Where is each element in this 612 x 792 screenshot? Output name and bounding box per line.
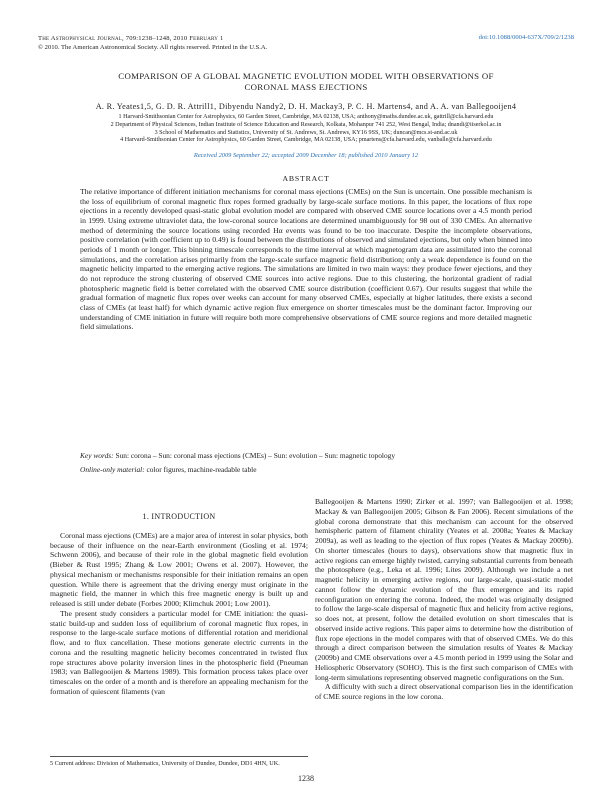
abstract-heading: ABSTRACT <box>282 174 330 183</box>
keywords-value: Sun: corona – Sun: coronal mass ejections (CMEs) – Sun: evolution – Sun: magnetic topology <box>115 451 396 460</box>
intro-paragraph-3: Ballegooijen & Martens 1990; Zirker et al. 1997; van Ballegooijen et al. 1998; Mackay & van Ballegooijen 2005; Gibson & Fan 2006). Recent simulations of the global corona demonstrate that this mechanism can account for the observed hemispheric pattern of filament chirality (Yeates et al. 2008a; Yeates & Mackay 2009a), as well as leading to the ejection of flux ropes (Yeates & Mackay 2009b). On shorter timescales (hours to days), observations show that magnetic flux in active regions can emerge highly twisted, carrying substantial currents from beneath the photosphere (e.g., Leka et al. 1996; Lites 2009). Although we include a net magnetic helicity in emerging active regions, our large-scale, quasi-static model cannot follow the dynamic evolution of the flux emergence and its rapid reconfiguration on entering the corona. Indeed, the model was originally designed to follow the large-scale dispersal of magnetic flux and helicity from active regions, so does not, at present, follow the detailed evolution on short timescales that is observed inside active regions. This paper aims to determine how the distribution of flux rope ejections in the model compares with that of observed CMEs. We do this through a direct comparison between the simulation results of Yeates & Mackay (2009b) and CME observations over a 4.5 month period in 1999 using the Solar and Heliospheric Observatory (SOHO). This is the first such comparison of CMEs with long-term simulations representing observed magnetic configurations on the Sun. <box>315 497 573 682</box>
intro-paragraph-4: A difficulty with such a direct observational comparison lies in the identification of CME source regions in the low corona. <box>315 682 573 701</box>
title-line-2: CORONAL MASS EJECTIONS <box>244 82 368 92</box>
keywords <box>80 451 532 460</box>
right-column <box>315 497 573 702</box>
affiliations <box>38 114 574 145</box>
affiliation-3: 3 School of Mathematics and Statistics, University of St. Andrews, St. Andrews, KY16 9SS, UK; duncan@mcs.st-and.ac.uk <box>154 129 458 136</box>
keywords-label: Key words: <box>80 451 114 460</box>
left-column <box>50 502 308 697</box>
section-heading-introduction: 1. INTRODUCTION <box>142 512 216 521</box>
online-material-label: Online-only material: <box>80 465 145 474</box>
affiliation-2: 2 Department of Physical Sciences, Indian Institute of Science Education and Research, Kolkata, Mohanpur 741 252, West Bengal, India; dnandi@iiserkol.ac.in <box>110 121 502 128</box>
received-dates: Received 2009 September 22; accepted 2009 December 18; published 2010 January 12 <box>193 152 419 159</box>
intro-paragraph-2: The present study considers a particular model for CME initiation: the quasi-static build-up and sudden loss of equilibrium of coronal magnetic flux ropes, in response to the large-scale surface motions of differential rotation and meridional flow, and to flux cancellation. These motions generate electric currents in the corona and the resulting magnetic helicity becomes concentrated in twisted flux rope structures above polarity inversion lines in the photospheric field (Pneuman 1983; van Ballegooijen & Martens 1989). This formation process takes place over timescales on the order of a month and is therefore an appealing mechanism for the formation of quiescent filaments (van <box>50 608 308 696</box>
affiliation-1: 1 Harvard-Smithsonian Center for Astrophysics, 60 Garden Street, Cambridge, MA 02138, USA; anthony@maths.dundee.ac.uk, gattrill@cfa.harvard.edu <box>118 114 494 120</box>
abstract-text: The relative importance of different initiation mechanisms for coronal mass ejections (CMEs) on the Sun is uncertain. One possible mechanism is the loss of equilibrium of coronal magnetic flux ropes formed gradually by large-scale surface motions. In this paper, the locations of flux rope ejections in a recently developed quasi-static global evolution model are compared with observed CME source locations over a 4.5 month period in 1999. Using extreme ultraviolet data, the low-coronal source locations are determined unambiguously for 98 out of 330 CMEs. An alternative method of determining the source locations using recorded Hα events was found to be too inaccurate. Despite the incomplete observations, positive correlation (with coefficient up to 0.49) is found between the distributions of observed and simulated ejections, but only when binned into periods of 1 month or longer. This binning timescale corresponds to the time interval at which magnetogram data are assimilated into the coronal simulations, and the correlation arises primarily from the large-scale surface magnetic field distribution; only a weak dependence is found on the magnetic helicity imparted to the emerging active regions. The simulations are limited in two main ways: they produce fewer ejections, and they do not reproduce the strong clustering of observed CME sources into active regions. Due to this clustering, the horizontal gradient of radial photospheric magnetic field is better correlated with the observed CME source distribution (coefficient 0.67). Our results suggest that while the gradual formation of magnetic flux ropes over weeks can account for many observed CMEs, especially at higher latitudes, there exists a second class of CMEs (at least half) for which dynamic active region flux emergence on shorter timescales must be the dominant factor. Improving our understanding of CME initiation in future will require both more comprehensive observations of CME source regions and more detailed magnetic field simulations. <box>80 187 532 332</box>
affiliation-4: 4 Harvard-Smithsonian Center for Astrophysics, 60 Garden Street, Cambridge, MA 02138, USA; pmartens@cfa.harvard.edu, vanballe@cfa.harvard.edu <box>120 137 492 144</box>
footnote: 5 Current address: Division of Mathematics, University of Dundee, Dundee, DD1 4HN, UK. <box>50 756 308 768</box>
online-material-value: color figures, machine-readable table <box>146 465 257 474</box>
paper-title <box>38 71 574 93</box>
copyright-line: © 2010. The American Astronomical Society. All rights reserved. Printed in the U.S.A. <box>38 44 268 51</box>
page-number: 1238 <box>298 774 314 783</box>
journal-header <box>38 34 267 52</box>
author-list: A. R. Yeates1,5, G. D. R. Attrill1, Dibyendu Nandy2, D. H. Mackay3, P. C. H. Martens4, and A. A. van Ballegooijen4 <box>95 102 517 111</box>
title-line-1: COMPARISON OF A GLOBAL MAGNETIC EVOLUTION MODEL WITH OBSERVATIONS OF <box>118 71 494 81</box>
intro-paragraph-1: Coronal mass ejections (CMEs) are a major area of interest in solar physics, both because of their influence on the near-Earth environment (Gosling et al. 1974; Schwenn 2006), and because of their role in the global magnetic field evolution (Bieber & Rust 1995; Zhang & Low 2001; Owens et al. 2007). However, the physical mechanism or mechanisms responsible for their initiation remains an open question. While there is agreement that the driving energy must originate in the magnetic field, the manner in which this free magnetic energy is built up and released is still under debate (Forbes 2000; Klimchuk 2001; Low 2001). <box>50 530 308 608</box>
doi-link[interactable]: doi:10.1088/0004-637X/709/2/1238 <box>478 34 574 41</box>
online-material <box>80 465 532 474</box>
journal-citation: The Astrophysical Journal, 709:1238–1248, 2010 February 1 <box>38 35 224 42</box>
